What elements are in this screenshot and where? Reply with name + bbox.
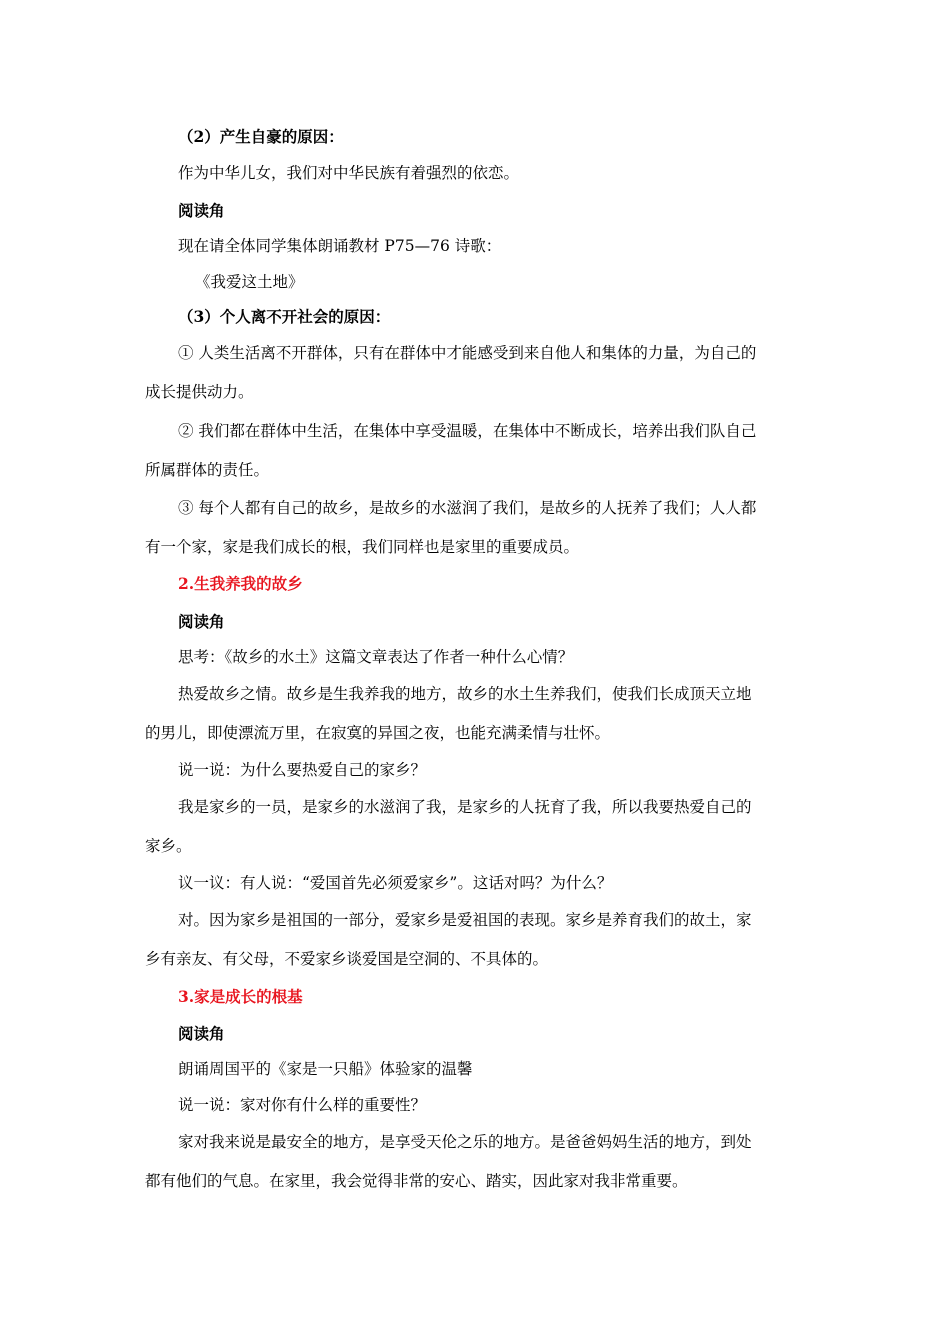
- paragraph: ① 人类生活离不开群体，只有在群体中才能感受到来自他人和集体的力量，为自己的: [178, 344, 757, 362]
- heading-pride-reason: （2）产生自豪的原因：: [178, 127, 344, 146]
- paragraph: 思考：《故乡的水土》这篇文章表达了作者一种什么心情？: [178, 648, 574, 666]
- heading-society-reason: （3）个人离不开社会的原因：: [178, 307, 391, 326]
- reading-corner-label: 阅读角: [178, 201, 225, 220]
- paragraph-continuation: 都有他们的气息。在家里，我会觉得非常的安心、踏实，因此家对我非常重要。: [145, 1172, 688, 1190]
- poem-title: 《我爱这土地》: [195, 273, 304, 291]
- paragraph: 现在请全体同学集体朗诵教材 P75—76 诗歌：: [178, 237, 502, 255]
- section-heading: 3.家是成长的根基: [178, 987, 303, 1006]
- paragraph: 热爱故乡之情。故乡是生我养我的地方，故乡的水土生养我们，使我们长成顶天立地: [178, 685, 752, 703]
- section-heading: 2.生我养我的故乡: [178, 574, 303, 593]
- paragraph-continuation: 所属群体的责任。: [145, 461, 270, 479]
- paragraph: 说一说：为什么要热爱自己的家乡？: [178, 761, 427, 779]
- paragraph: 议一议：有人说：“爱国首先必须爱家乡”。这话对吗？为什么？: [178, 874, 613, 892]
- paragraph: 家对我来说是最安全的地方，是享受天伦之乐的地方。是爸爸妈妈生活的地方，到处: [178, 1133, 752, 1151]
- paragraph: ③ 每个人都有自己的故乡，是故乡的水滋润了我们，是故乡的人抚养了我们；人人都: [178, 499, 757, 517]
- paragraph: 对。因为家乡是祖国的一部分，爱家乡是爱祖国的表现。家乡是养育我们的故土，家: [178, 911, 752, 929]
- paragraph-continuation: 乡有亲友、有父母，不爱家乡谈爱国是空洞的、不具体的。: [145, 950, 549, 968]
- paragraph-continuation: 有一个家，家是我们成长的根，我们同样也是家里的重要成员。: [145, 538, 580, 556]
- paragraph: 说一说：家对你有什么样的重要性？: [178, 1096, 427, 1114]
- paragraph: 朗诵周国平的《家是一只船》体验家的温馨: [178, 1060, 473, 1078]
- paragraph: ② 我们都在群体中生活，在集体中享受温暖，在集体中不断成长，培养出我们队自己: [178, 422, 757, 440]
- reading-corner-label: 阅读角: [178, 1024, 225, 1043]
- paragraph: 作为中华儿女，我们对中华民族有着强烈的依恋。: [178, 164, 520, 182]
- paragraph-continuation: 家乡。: [145, 837, 192, 855]
- reading-corner-label: 阅读角: [178, 612, 225, 631]
- paragraph: 我是家乡的一员，是家乡的水滋润了我，是家乡的人抚育了我，所以我要热爱自己的: [178, 798, 752, 816]
- paragraph-continuation: 的男儿，即使漂流万里，在寂寞的异国之夜，也能充满柔情与壮怀。: [145, 724, 611, 742]
- paragraph-continuation: 成长提供动力。: [145, 383, 254, 401]
